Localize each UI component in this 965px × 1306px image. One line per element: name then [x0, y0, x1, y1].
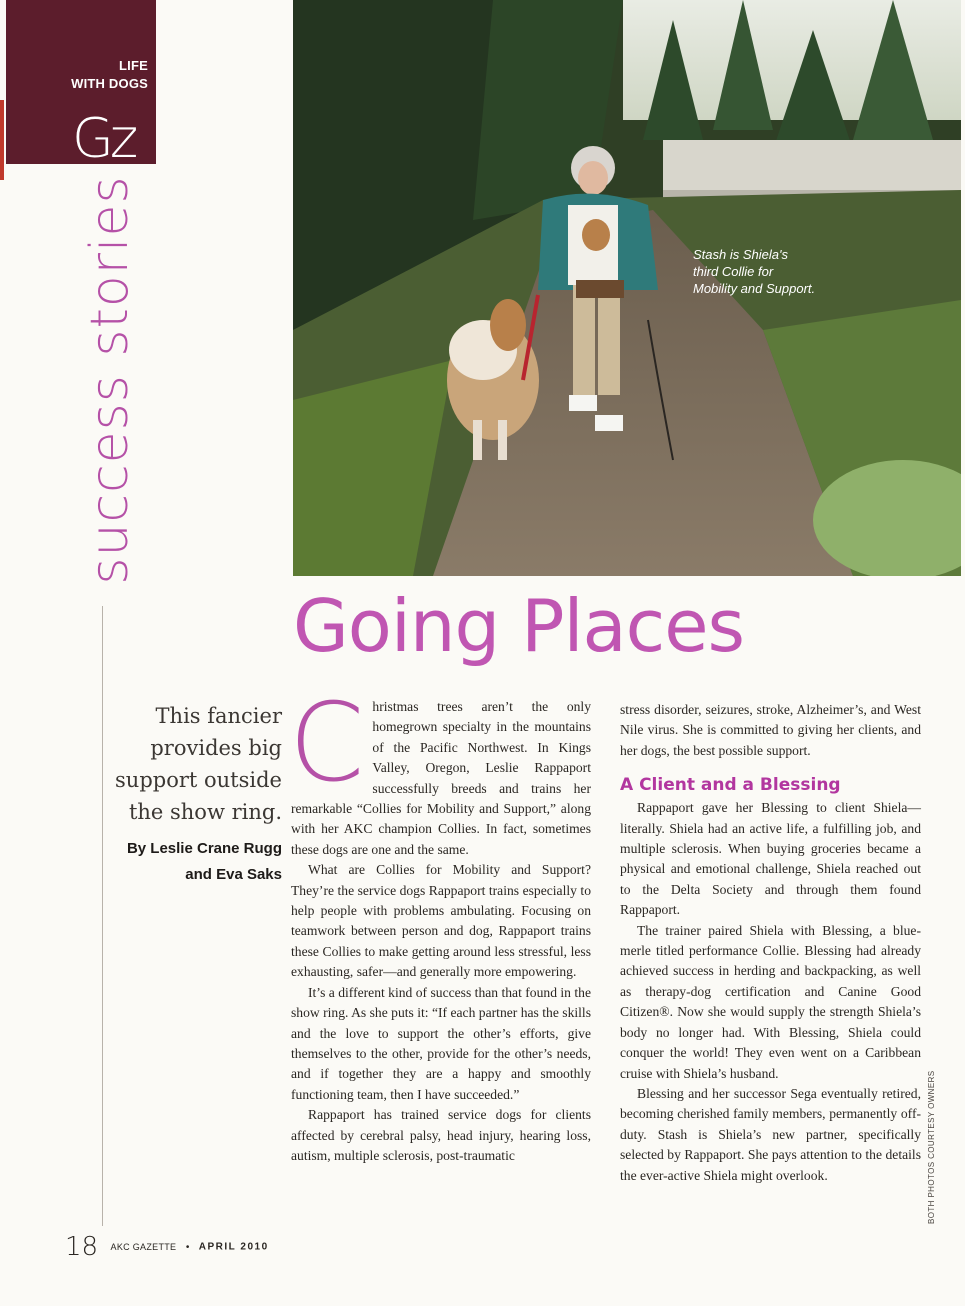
headline: Going Places: [293, 584, 745, 668]
vertical-title-wrap: [40, 175, 190, 585]
section-tab: [6, 0, 156, 164]
article-paragraph: It’s a different kind of success than that found in the show ring. As she puts it: “If each partner has the skills and the love to support the other’s efforts, give themselves to the other, provide for the other’s needs, and if together they are a happy and smoothly functioning team, then I have succeeded.”: [291, 984, 591, 1102]
article-paragraph: Rappaport gave her Blessing to client Shiela—literally. Shiela had an active life, a fulfilling job, and multiple sclerosis. When buying groceries became a physical and emotional challenge, Shiela reached out to the Delta Society and through them found Rappaport.: [620, 800, 921, 918]
issue-date: APRIL 2010: [198, 1241, 269, 1253]
photo-caption: Stash is Shiela's third Collie for Mobility and Support.: [693, 247, 816, 296]
magazine-name: AKC GAZETTE: [110, 1242, 177, 1252]
photo-credit: BOTH PHOTOS COURTESY OWNERS: [927, 1070, 936, 1224]
page-footer: [65, 1232, 269, 1262]
article-column-1: [289, 681, 591, 1166]
page-number: 18: [65, 1232, 99, 1262]
article-paragraph: The trainer paired Shiela with Blessing, a blue-merle titled performance Collie. Blessing had already achieved success in herding and backpacking, as well as therapy-dog certification and Canine Good Citizen®. Now she would supply the strength Shiela’s body no longer had. With Blessing, Shiela could conquer the world! They even went on a Caribbean cruise with Shiela’s husband.: [620, 922, 921, 1081]
article-subhead: A Client and a Blessing: [620, 775, 841, 796]
deck: This fancier provides big support outside the show ring.: [115, 704, 282, 824]
photo-illustration: [293, 0, 961, 576]
vertical-section-title: success stories: [80, 175, 140, 585]
article-paragraph: Blessing and her successor Sega eventually retired, becoming cherished family members, permanently off-duty. Stash is Shiela’s new partner, specifically selected by Rappaport. She pays attention to the details the ever-active Shiela might overlook.: [620, 1085, 921, 1183]
article-paragraph: Rappaport has trained service dogs for clients affected by cerebral palsy, head injury, hearing loss, autism, multiple sclerosis, post-traumatic: [291, 1107, 591, 1163]
section-label: LIFE WITH DOGS: [71, 58, 148, 91]
article-paragraph: stress disorder, seizures, stroke, Alzheimer’s, and West Nile virus. She is committed to giving her clients, and her dogs, the best possible support.: [620, 702, 921, 758]
article-column-2: [620, 700, 921, 1186]
footer-separator: •: [185, 1241, 190, 1253]
drop-cap: C: [289, 681, 365, 806]
section-monogram: Gz: [72, 107, 135, 164]
feature-photo: [293, 0, 961, 576]
article-paragraph: What are Collies for Mobility and Support? They’re the service dogs Rappaport trains especially to help people with problems ambulating. Focusing on teamwork between person and dog, Rappaport trains these Collies to make getting around less stressful, less exhausting, safer—and generally more empowering.: [291, 862, 591, 980]
column-rule: [102, 606, 103, 1226]
article-paragraph: Christmas trees aren’t the only homegrown specialty in the mountains of the Pacific Northwest. In Kings Valley, Oregon, Leslie Rappaport successfully breeds and trains her remarkable “Collies for Mobility and Support,” along with her AKC champion Collies. In fact, sometimes these dogs are one and the same.: [289, 681, 591, 857]
edge-accent: [0, 100, 4, 180]
byline: By Leslie Crane Rugg and Eva Saks: [126, 840, 282, 883]
